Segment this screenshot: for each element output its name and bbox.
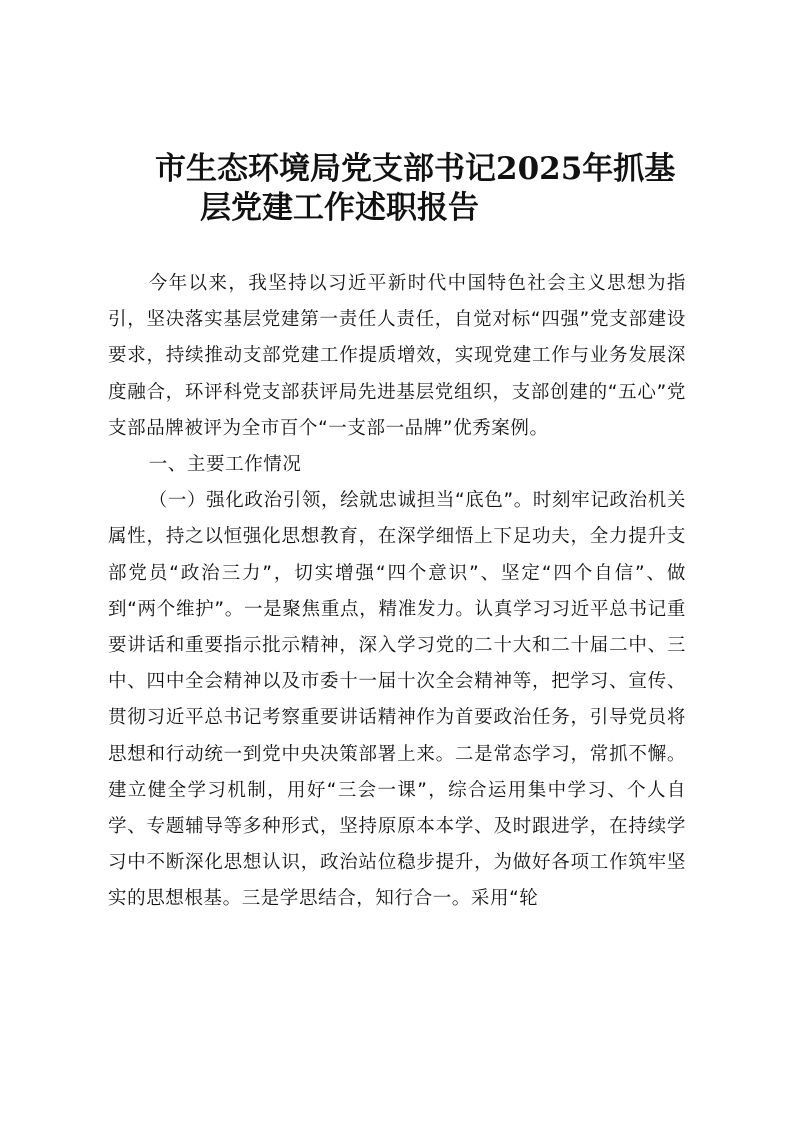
title-line-2: 层党建工作述职报告	[200, 190, 479, 226]
document-body	[108, 266, 686, 918]
section-heading: 一、主要工作情况	[148, 454, 302, 476]
intro-paragraph: 今年以来，我坚持以习近平新时代中国特色社会主义思想为指引，坚决落实基层党建第一责任人责任，自觉对标“四强”党支部建设要求，持续推动支部党建工作提质增效，实现党建工作与业务发展深度融合，环评科党支部获评局先进基层党组织，支部创建的“五心”党支部品牌被评为全市百个“一支部一品牌”优秀案例。	[108, 273, 686, 439]
title-line-1: 市生态环境局党支部书记2025年抓基	[155, 151, 676, 187]
document-title	[108, 150, 686, 228]
body-paragraph: （一）强化政治引领，绘就忠诚担当“底色”。时刻牢记政治机关属性，持之以恒强化思想教育，在深学细悟上下足功夫，全力提升支部党员“政治三力”，切实增强“四个意识”、坚定“四个自信”、做到“两个维护”。一是聚焦重点，精准发力。认真学习习近平总书记重要讲话和重要指示批示精神，深入学习党的二十大和二十届二中、三中、四中全会精神以及市委十一届十次全会精神等，把学习、宣传、贯彻习近平总书记考察重要讲话精神作为首要政治任务，引导党员将思想和行动统一到党中央决策部署上来。二是常态学习，常抓不懈。建立健全学习机制，用好“三会一课”，综合运用集中学习、个人自学、专题辅导等多种形式，坚持原原本本学、及时跟进学，在持续学习中不断深化思想认识，政治站位稳步提升，为做好各项工作筑牢坚实的思想根基。三是学思结合，知行合一。采用“轮	[108, 490, 686, 910]
